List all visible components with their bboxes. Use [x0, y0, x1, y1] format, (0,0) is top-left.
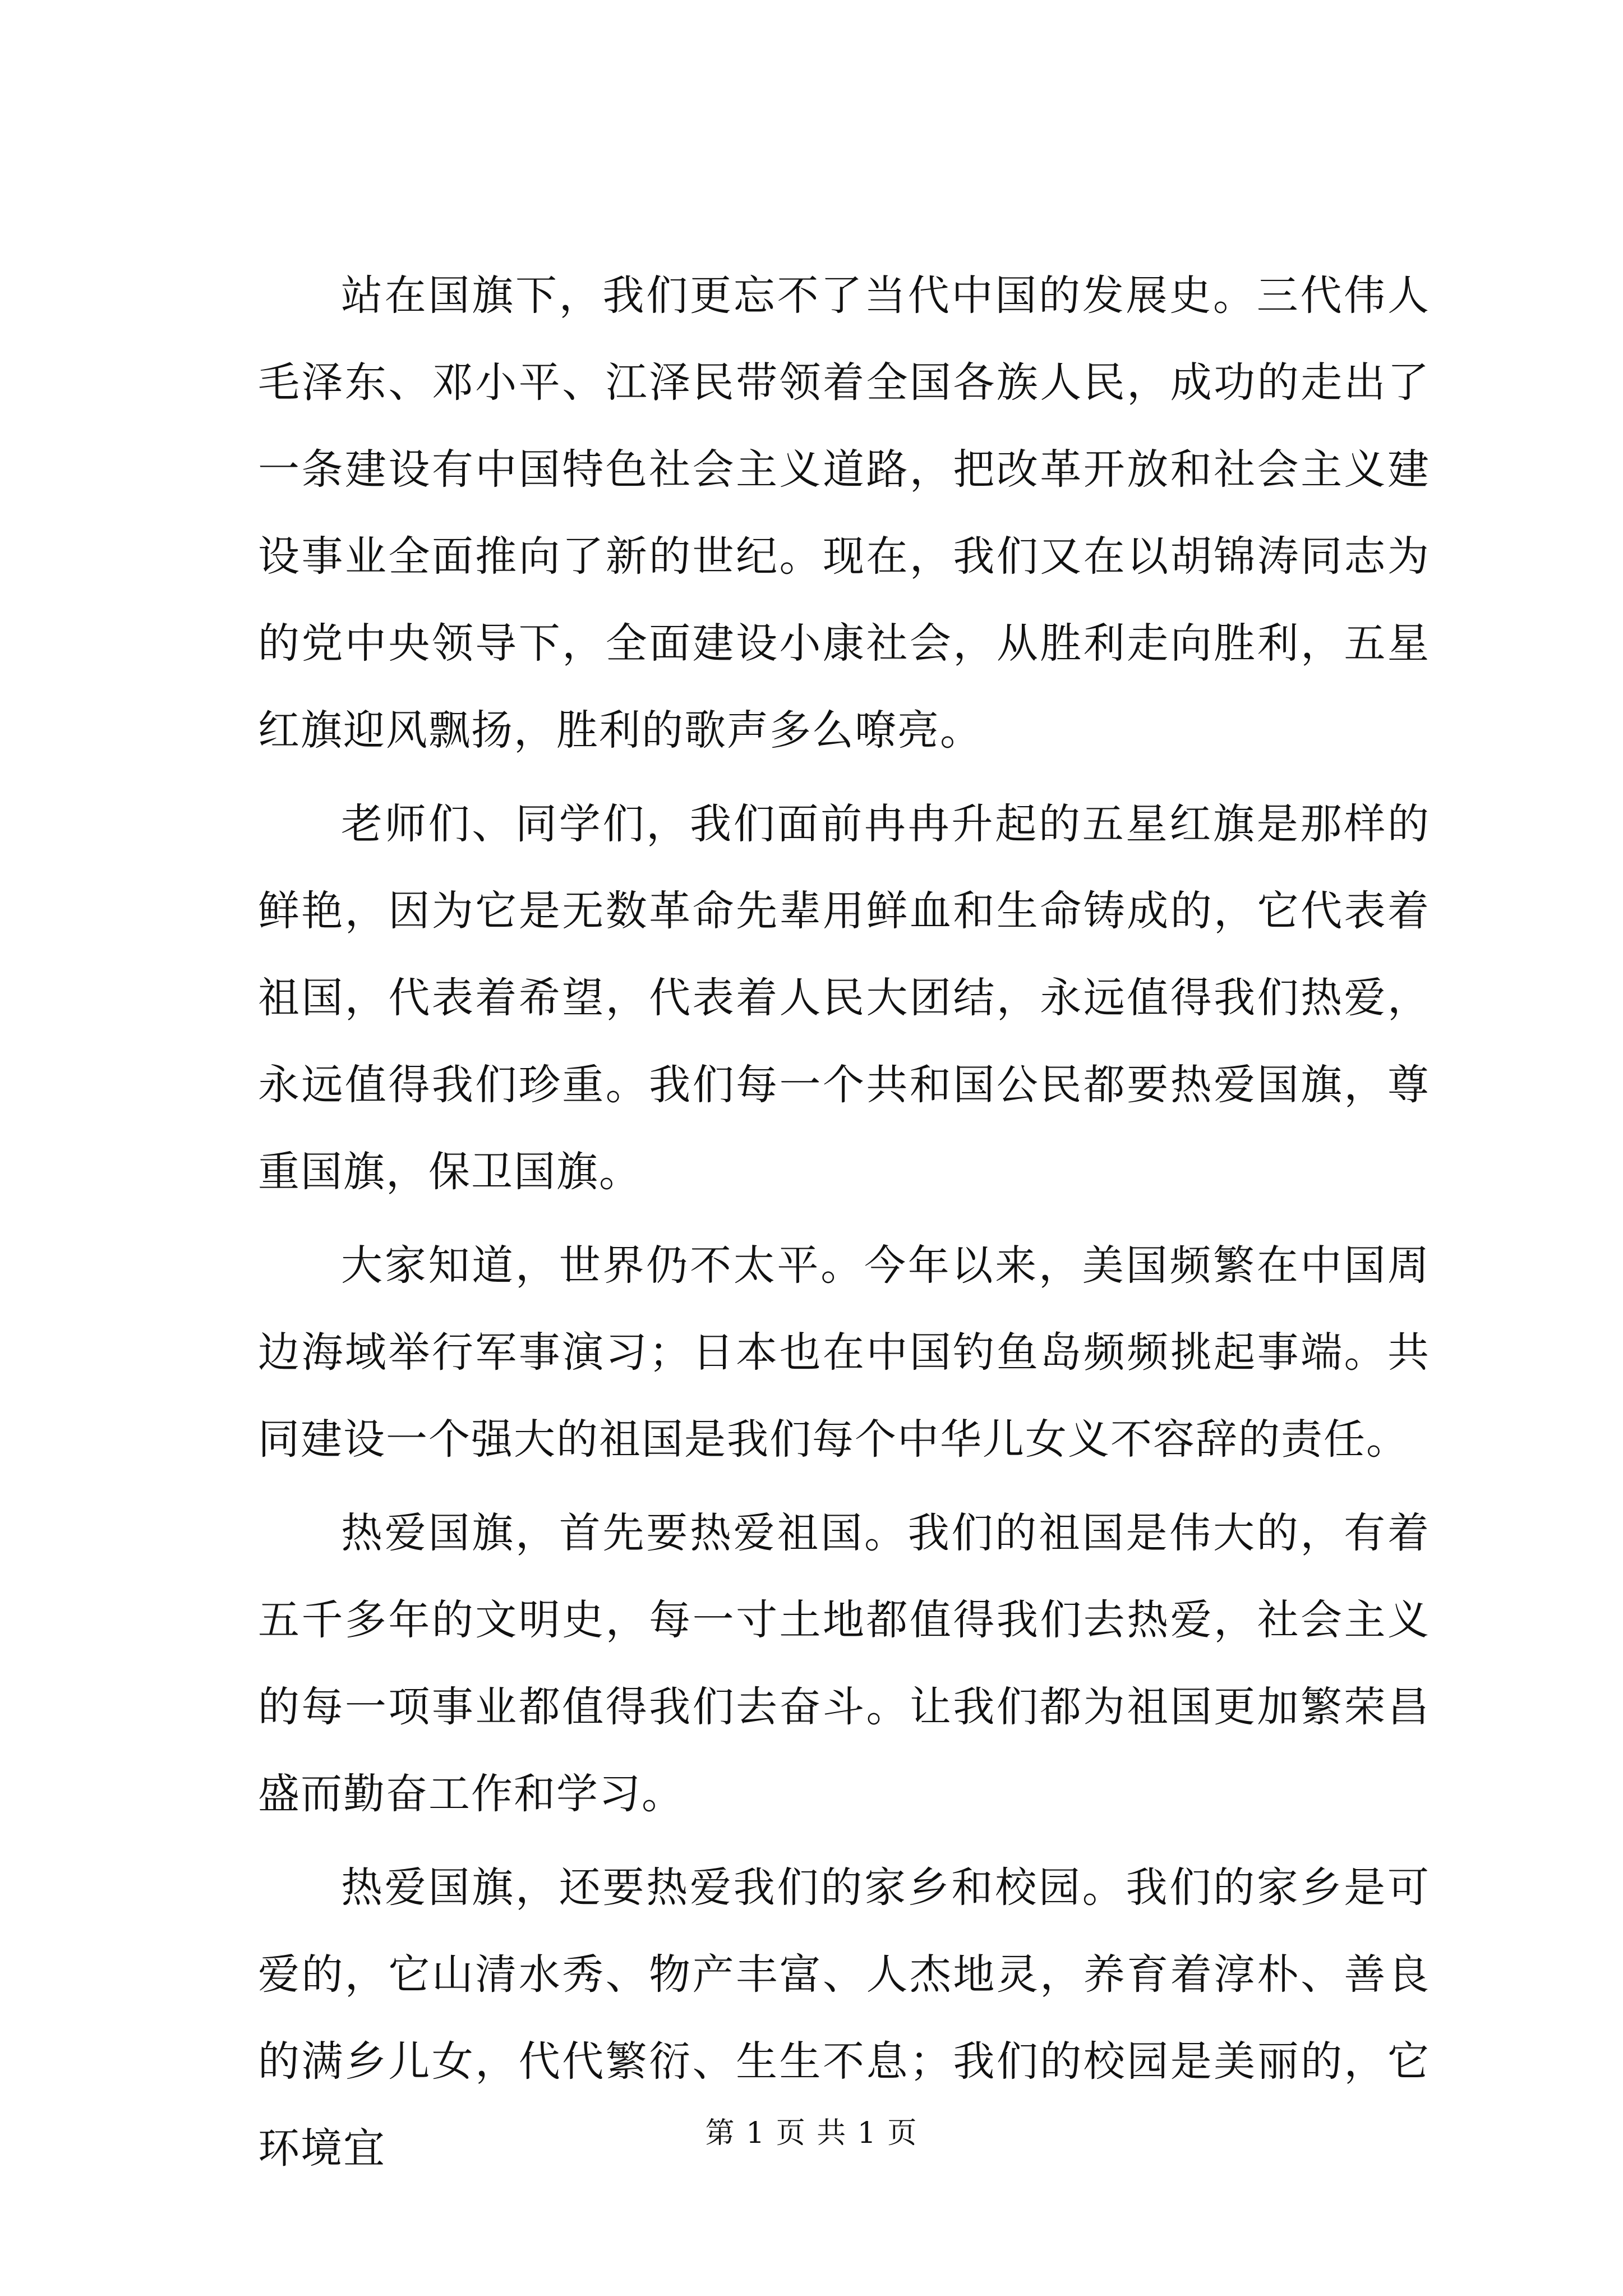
paragraph-3: 大家知道，世界仍不太平。今年以来，美国频繁在中国周边海域举行军事演习；日本也在中国钓鱼岛频频挑起事端。共同建设一个强大的祖国是我们每个中华儿女义不容辞的责任。 [258, 1241, 1430, 1464]
paragraph-1: 站在国旗下，我们更忘不了当代中国的发展史。三代伟人毛泽东、邓小平、江泽民带领着全国各族人民，成功的走出了一条建设有中国特色社会主义道路，把改革开放和社会主义建设事业全面推向了新的世纪。现在，我们又在以胡锦涛同志为的党中央领导下，全面建设小康社会，从胜利走向胜利，五星红旗迎风飘扬，胜利的歌声多么嘹亮。 [258, 272, 1430, 754]
paragraph-5: 热爱国旗，还要热爱我们的家乡和校园。我们的家乡是可爱的，它山清水秀、物产丰富、人杰地灵，养育着淳朴、善良的满乡儿女，代代繁衍、生生不息；我们的校园是美丽的，它环境宜 [258, 1864, 1430, 2173]
paragraph-2: 老师们、同学们，我们面前冉冉升起的五星红旗是那样的鲜艳，因为它是无数革命先辈用鲜血和生命铸成的，它代表着祖国，代表着希望，代表着人民大团结，永远值得我们热爱，永远值得我们珍重。我们每一个共和国公民都要热爱国旗，尊重国旗，保卫国旗。 [258, 800, 1430, 1196]
page-footer: 第 1 页 共 1 页 [705, 2116, 918, 2150]
paragraph-4: 热爱国旗，首先要热爱祖国。我们的祖国是伟大的，有着五千多年的文明史，每一寸土地都值得我们去热爱，社会主义的每一项事业都值得我们去奋斗。让我们都为祖国更加繁荣昌盛而勤奋工作和学习。 [258, 1509, 1430, 1818]
document-body [258, 252, 1430, 2199]
